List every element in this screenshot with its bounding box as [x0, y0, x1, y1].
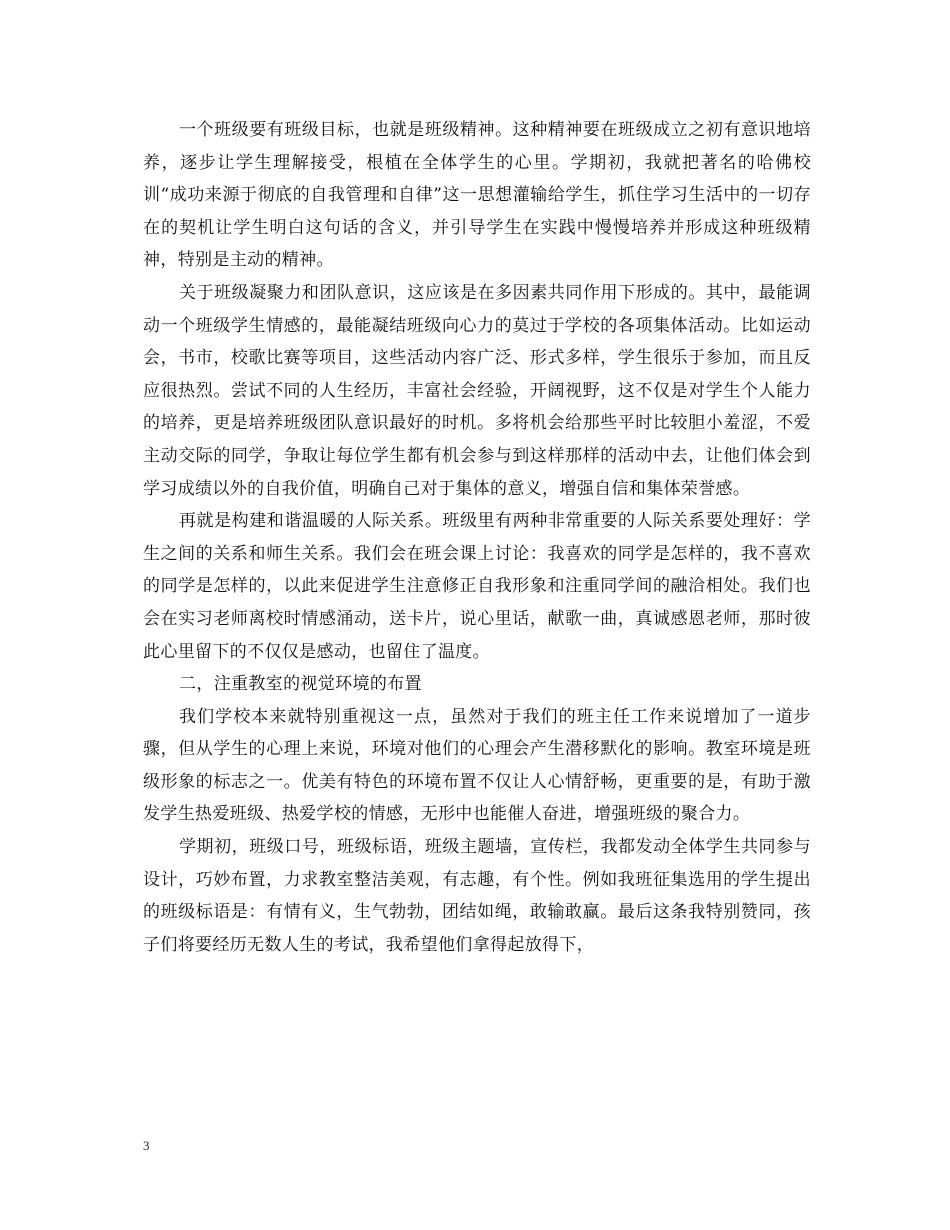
paragraph-class-spirit: 一个班级要有班级目标，也就是班级精神。这种精神要在班级成立之初有意识地培养，逐步让学生理解接受，根植在全体学生的心里。学期初，我就把著名的哈佛校训“成功来源于彻底的自我管理和自律”这一思想灌输给学生，抓住学习生活中的一切存在的契机让学生明白这句话的含义，并引导学生在实践中慢慢培养并形成这种班级精神，特别是主动的精神。 [143, 120, 811, 271]
page-number: 3 [143, 1138, 150, 1153]
paragraph-cohesion: 关于班级凝聚力和团队意识，这应该是在多因素共同作用下形成的。其中，最能调动一个班级学生情感的，最能凝结班级向心力的莫过于学校的各项集体活动。比如运动会，书市，校歌比赛等项目，这些活动内容广泛、形式多样，学生很乐于参加，而且反应很热烈。尝试不同的人生经历，丰富社会经验，开阔视野，这不仅是对学生个人能力的培养，更是培养班级团队意识最好的时机。多将机会给那些平时比较胆小羞涩，不爱主动交际的同学，争取让每位学生都有机会参与到这样那样的活动中去，让他们体会到学习成绩以外的自我价值，明确自己对于集体的意义，增强自信和集体荣誉感。 [143, 282, 811, 499]
section-heading: 二，注重教室的视觉环境的布置 [179, 674, 422, 695]
body-text [143, 114, 811, 961]
paragraph-environment: 我们学校本来就特别重视这一点，虽然对于我们的班主任工作来说增加了一道步骤，但从学生的心理上来说，环境对他们的心理会产生潜移默化的影响。教室环境是班级形象的标志之一。优美有特色的环境布置不仅让人心情舒畅，更重要的是，有助于激发学生热爱班级、热爱学校的情感，无形中也能催人奋进，增强班级的聚合力。 [143, 706, 811, 825]
paragraph-relationships: 再就是构建和谐温暖的人际关系。班级里有两种非常重要的人际关系要处理好：学生之间的关系和师生关系。我们会在班会课上讨论：我喜欢的同学是怎样的，我不喜欢的同学是怎样的，以此来促进学生注意修正自我形象和注重同学间的融洽相处。我们也会在实习老师离校时情感涌动，送卡片，说心里话，献歌一曲，真诚感恩老师，那时彼此心里留下的不仅仅是感动，也留住了温度。 [143, 511, 811, 662]
paragraph-slogans: 学期初，班级口号，班级标语，班级主题墙，宣传栏，我都发动全体学生共同参与设计，巧妙布置，力求教室整洁美观，有志趣，有个性。例如我班征集选用的学生提出的班级标语是：有情有义，生气勃勃，团结如绳，敢输敢赢。最后这条我特别赞同，孩子们将要经历无数人生的考试，我希望他们拿得起放得下， [143, 837, 811, 955]
